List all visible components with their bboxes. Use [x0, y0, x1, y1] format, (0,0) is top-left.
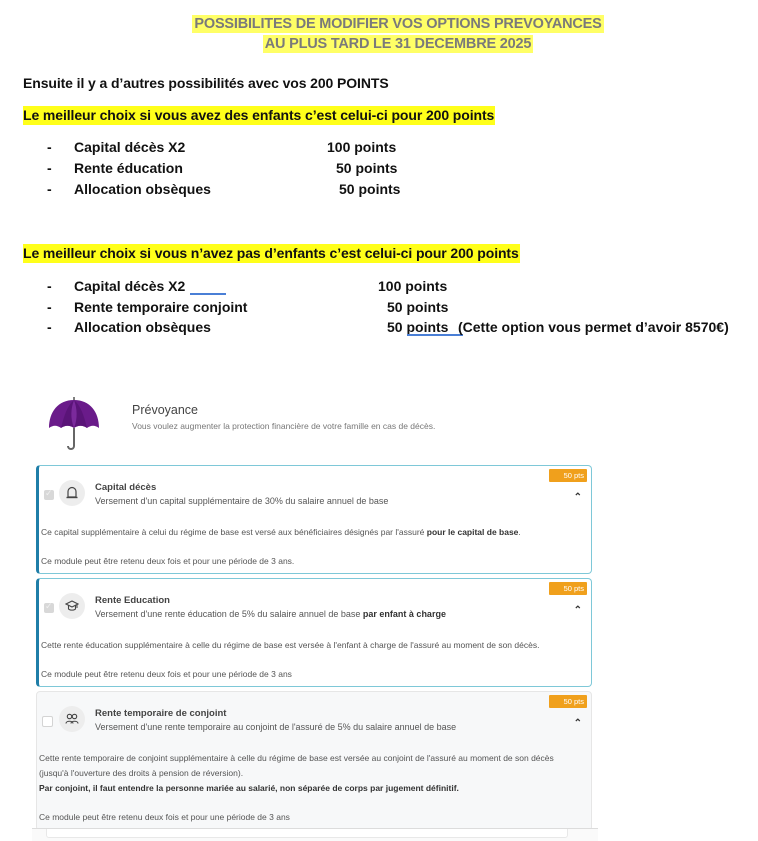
- module-title: Rente temporaire de conjoint: [95, 708, 227, 719]
- spellcheck-underline: [407, 334, 463, 336]
- item-label: Allocation obsèques: [74, 319, 211, 335]
- heading-with-children-text: Le meilleur choix si vous avez des enfants c’est celui-ci pour 200 points: [23, 107, 495, 123]
- module-card-rente-conjoint[interactable]: [36, 691, 592, 831]
- panel-title: Prévoyance: [132, 403, 199, 417]
- next-card-inner: [46, 829, 568, 838]
- panel-header: [22, 380, 602, 462]
- module-duration-note: Ce module peut être retenu deux fois et pour une période de 3 ans: [41, 669, 292, 679]
- title-text-1: POSSIBILITES DE MODIFIER VOS OPTIONS PREVOYANCES: [194, 16, 602, 32]
- icon-circle: [59, 593, 85, 619]
- description-bold: pour le capital de base: [426, 527, 519, 537]
- module-duration-note: Ce module peut être retenu deux fois et pour une période de 3 ans: [39, 812, 290, 822]
- graduation-cap-icon: [65, 599, 79, 613]
- points-badge: 50 pts: [549, 582, 587, 595]
- item-points-text: 50 points: [387, 319, 449, 335]
- item-label: Allocation obsèques: [74, 181, 211, 197]
- heading-no-children: [23, 245, 520, 261]
- item-points: 100 points: [327, 139, 397, 155]
- item-label-text: Capital décès X2: [74, 278, 186, 294]
- points-badge: 50 pts: [549, 695, 587, 708]
- prevoyance-panel: [22, 380, 602, 840]
- document-title-line-1: [19, 16, 758, 32]
- chevron-up-icon[interactable]: ⌃: [573, 718, 582, 729]
- module-card-capital-deces[interactable]: [36, 465, 592, 574]
- description-text: Ce capital supplémentaire à celui du régime de base est versé aux bénéficiaires désignés par l'assuré: [41, 527, 427, 537]
- heading-no-children-text: Le meilleur choix si vous n’avez pas d’enfants c’est celui-ci pour 200 points: [23, 245, 519, 261]
- bullet-dash: -: [47, 319, 52, 335]
- next-card-edge: [32, 828, 598, 841]
- umbrella-icon: [46, 394, 102, 454]
- item-label: [74, 278, 219, 294]
- module-subtitle: [95, 609, 446, 619]
- item-note: (Cette option vous permet d’avoir 8570€): [458, 319, 729, 335]
- panel-subtitle: Vous voulez augmenter la protection financière de votre famille en cas de décès.: [132, 421, 436, 431]
- item-label: Capital décès X2: [74, 139, 186, 155]
- item-label: Rente éducation: [74, 160, 183, 176]
- intro-text: Ensuite il y a d’autres possibilités avec vos 200 POINTS: [23, 75, 389, 91]
- module-title: Rente Education: [95, 595, 170, 606]
- bullet-dash: -: [47, 181, 52, 197]
- module-duration-note: Ce module peut être retenu deux fois et pour une période de 3 ans.: [41, 556, 295, 566]
- module-checkbox[interactable]: [42, 716, 53, 727]
- spellcheck-underline: [190, 293, 226, 295]
- module-definition: Par conjoint, il faut entendre la personne mariée au salarié, non séparée de corps par jugement définitif.: [39, 783, 459, 793]
- module-description-cont: (jusqu'à l'ouverture des droits à pension de réversion).: [39, 768, 244, 778]
- item-points: 50 points: [336, 160, 398, 176]
- module-description: Cette rente temporaire de conjoint supplémentaire à celle du régime de base est versée au conjoint de l'assuré au moment de son décès: [39, 753, 554, 763]
- title-text-2: AU PLUS TARD LE 31 DECEMBRE 2025: [264, 36, 532, 52]
- points-badge: 50 pts: [549, 469, 587, 482]
- item-points: 50 points: [387, 299, 449, 315]
- bullet-dash: -: [47, 160, 52, 176]
- item-points: [387, 319, 448, 335]
- module-card-rente-education[interactable]: [36, 578, 592, 687]
- bullet-dash: -: [47, 139, 52, 155]
- icon-circle: [59, 480, 85, 506]
- module-description: Cette rente éducation supplémentaire à celle du régime de base est versée à l'enfant à charge de l'assuré au moment de son décès.: [41, 640, 540, 650]
- module-checkbox[interactable]: [44, 490, 54, 500]
- bullet-dash: -: [47, 278, 52, 294]
- module-subtitle: Versement d'un capital supplémentaire de 30% du salaire annuel de base: [95, 496, 389, 506]
- module-subtitle: Versement d'une rente temporaire au conjoint de l'assuré de 5% du salaire annuel de base: [95, 722, 457, 732]
- chevron-up-icon[interactable]: ⌃: [573, 492, 582, 503]
- people-icon: [65, 713, 79, 725]
- description-end: .: [518, 527, 521, 537]
- bell-icon: [65, 486, 79, 500]
- module-checkbox[interactable]: [44, 603, 54, 613]
- heading-with-children: [23, 107, 495, 123]
- item-points: 100 points: [378, 278, 448, 294]
- item-points: 50 points: [339, 181, 401, 197]
- subtitle-text: Versement d'une rente éducation de 5% du salaire annuel de base: [95, 609, 363, 619]
- module-title: Capital décès: [95, 482, 157, 493]
- chevron-up-icon[interactable]: ⌃: [573, 605, 582, 616]
- module-description: [41, 527, 521, 537]
- icon-circle: [59, 706, 85, 732]
- document-title-line-2: [19, 36, 758, 52]
- item-label: Rente temporaire conjoint: [74, 299, 248, 315]
- bullet-dash: -: [47, 299, 52, 315]
- subtitle-bold: par enfant à charge: [362, 609, 446, 619]
